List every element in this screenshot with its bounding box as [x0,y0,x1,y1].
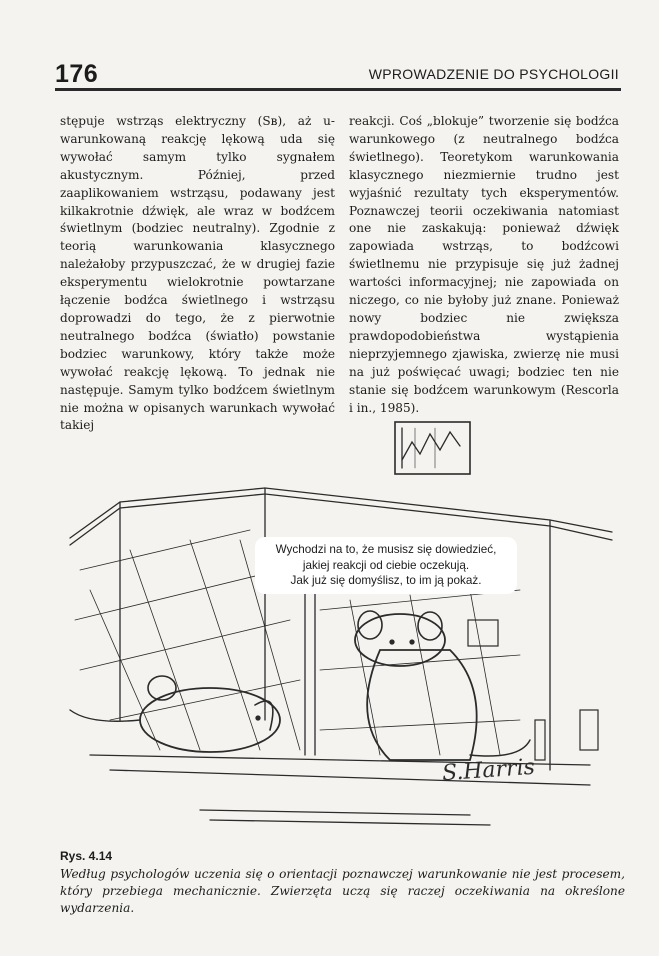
left-column-text: stępuje wstrząs elektryczny (Sʙ), aż u-warunkowaną reakcję lękową uda się wywołać samym tylko sygnałem akustycznym. Później, przed zaaplikowaniem wstrząsu, podawany jest kilkakrotnie dźwięk, ale wraz w bodźcem świetlnym (bodziec neutralny). Zgodnie z teorią warunkowania klasycznego należałoby przypuszczać, że w drugiej fazie eksperymentu wielokrotnie powtarzane łączenie bodźca świetlnego i wstrząsu doprowadzi do tego, że z pierwotnie neutralnego bodźca (światło) powstanie bodziec warunkowy, który także może wywołać reakcję lękową. To jednak nie następuje. Samym tylko bodźcem świetlnym nie można w opisanych warunkach wywołać takiej [60,114,335,433]
speech-line-2: jakiej reakcji od ciebie oczekują. [302,558,470,572]
graph-sign [395,422,470,474]
figure-caption: Według psychologów uczenia się o orientacji poznawczej warunkowanie nie jest procesem, który przebiega mechanicznie. Zwierzęta uczą się raczej oczekiwania na określone wydarzenia. [60,867,625,915]
lying-rat [70,676,280,752]
header-rule [55,88,621,91]
box-frame [70,488,612,785]
cartoon-drawing [50,420,630,840]
page-number: 176 [55,60,99,88]
artist-signature: S.Harris [441,754,536,787]
standing-rat [355,611,530,760]
speech-line-3: Jak już się domyślisz, to im ją pokaż. [290,574,482,587]
right-column [349,113,619,417]
right-column-text: reakcji. Coś „blokuje” tworzenie się bodźca warunkowego (z neutralnego bodźca świetlnego). Teoretykom warunkowania klasycznego niezmiernie trudno jest wyjaśnić rezultaty tych eksperymentów. Poznawczej teorii oczekiwania natomiast one nie zaskakują: ponieważ dźwięk zapowiada wstrząs, to bodźcowi świetlnemu nie przypisuje się już żadnej wartości informacyjnej; nie zapowiada on niczego, co nie byłoby już znane. Ponieważ nowy bodziec nie zwiększa prawdopodobieństwa wystąpienia nieprzyjemnego zjawiska, zwierzę nie musi na już poświęcać uwagi; bodziec ten nie stanie się bodźcem warunkowym (Rescorla i in., 1985). [349,114,619,415]
left-column [60,113,335,435]
running-head: WPROWADZENIE DO PSYCHOLOGII [368,66,619,82]
speech-bubble [255,537,517,594]
cartoon-figure [50,420,630,840]
speech-line-1: Wychodzi na to, że musisz się dowiedzieć, [275,543,497,556]
figure-label: Rys. 4.14 [60,849,113,863]
